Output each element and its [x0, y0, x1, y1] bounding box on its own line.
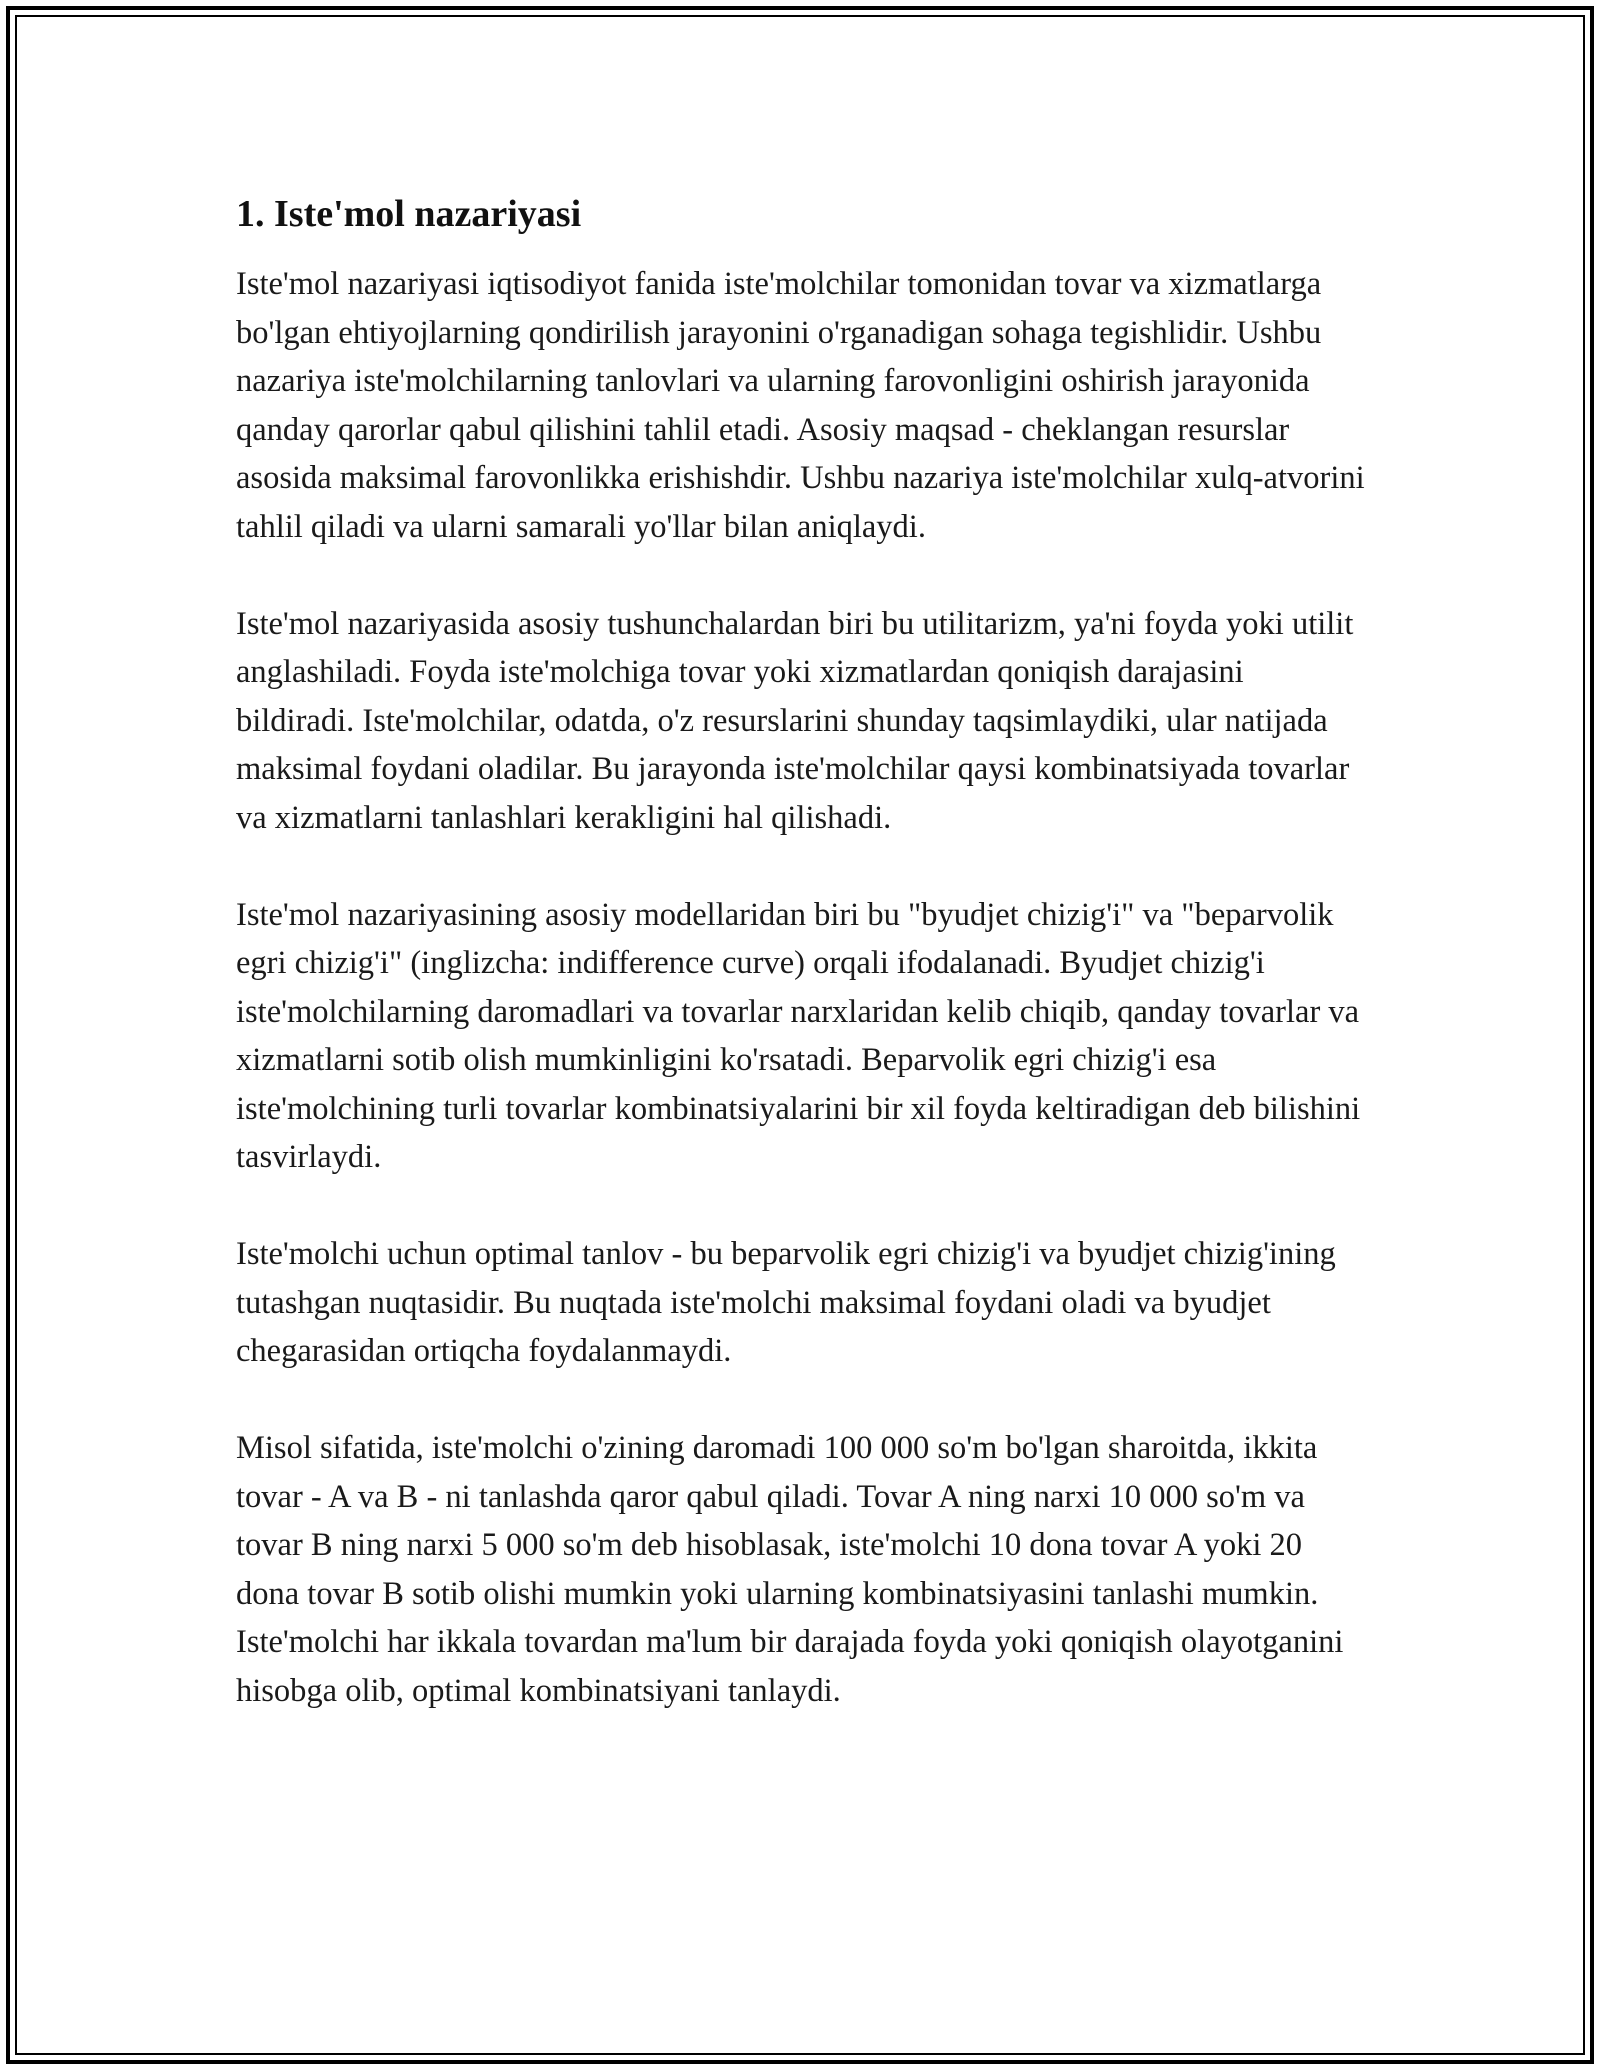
paragraph-example: Misol sifatida, iste'molchi o'zining daromadi 100 000 so'm bo'lgan sharoitda, ikkita tovar - A va B - ni tanlashda qaror qabul qiladi. Tovar A ning narxi 10 000 so'm va tovar B ning narxi 5 000 so'm deb hisoblasak, iste'molchi 10 dona tovar A yoki 20 dona tovar B sotib olishi mumkin yoki ularning kombinatsiyasini tanlashi mumkin. Iste'molchi har ikkala tovardan ma'lum bir darajada foyda yoki qoniqish olayotganini hisobga olib, optimal kombinatsiyani tanlaydi.: [236, 1430, 1344, 1709]
document-body: [236, 190, 1366, 1764]
paragraph-intro: Iste'mol nazariyasi iqtisodiyot fanida iste'molchilar tomonidan tovar va xizmatlarga bo'lgan ehtiyojlarning qondirilish jarayonini o'rganadigan sohaga tegishlidir. Ushbu nazariya iste'molchilarning tanlovlari va ularning farovonligini oshirish jarayonida qanday qarorlar qabul qilishini tahlil etadi. Asosiy maqsad - cheklangan resurslar asosida maksimal farovonlikka erishishdir. Ushbu nazariya iste'molchilar xulq-atvorini tahlil qiladi va ularni samarali yo'llar bilan aniqlaydi.: [236, 266, 1365, 545]
paragraph-models: Iste'mol nazariyasining asosiy modellaridan biri bu "byudjet chizig'i" va "beparvolik egri chizig'i" (inglizcha: indifference curve) orqali ifodalanadi. Byudjet chizig'i iste'molchilarning daromadlari va tovarlar narxlaridan kelib chiqib, qanday tovarlar va xizmatlarni sotib olish mumkinligini ko'rsatadi. Beparvolik egri chizig'i esa iste'molchining turli tovarlar kombinatsiyalarini bir xil foyda keltiradigan deb bilishini tasvirlaydi.: [236, 896, 1361, 1175]
paragraph-utility: Iste'mol nazariyasida asosiy tushunchalardan biri bu utilitarizm, ya'ni foyda yoki utilit anglashiladi. Foyda iste'molchiga tovar yoki xizmatlardan qoniqish darajasini bildiradi. Iste'molchilar, odatda, o'z resurslarini shunday taqsimlaydiki, ular natijada maksimal foydani oladilar. Bu jarayonda iste'molchilar qaysi kombinatsiyada tovarlar va xizmatlarni tanlashlari kerakligini hal qilishadi.: [236, 605, 1354, 836]
section-heading: 1. Iste'mol nazariyasi: [236, 193, 582, 235]
paragraph-optimal-choice: Iste'molchi uchun optimal tanlov - bu beparvolik egri chizig'i va byudjet chizig'ining tutashgan nuqtasidir. Bu nuqtada iste'molchi maksimal foydani oladi va byudjet chegarasidan ortiqcha foydalanmaydi.: [236, 1236, 1336, 1369]
